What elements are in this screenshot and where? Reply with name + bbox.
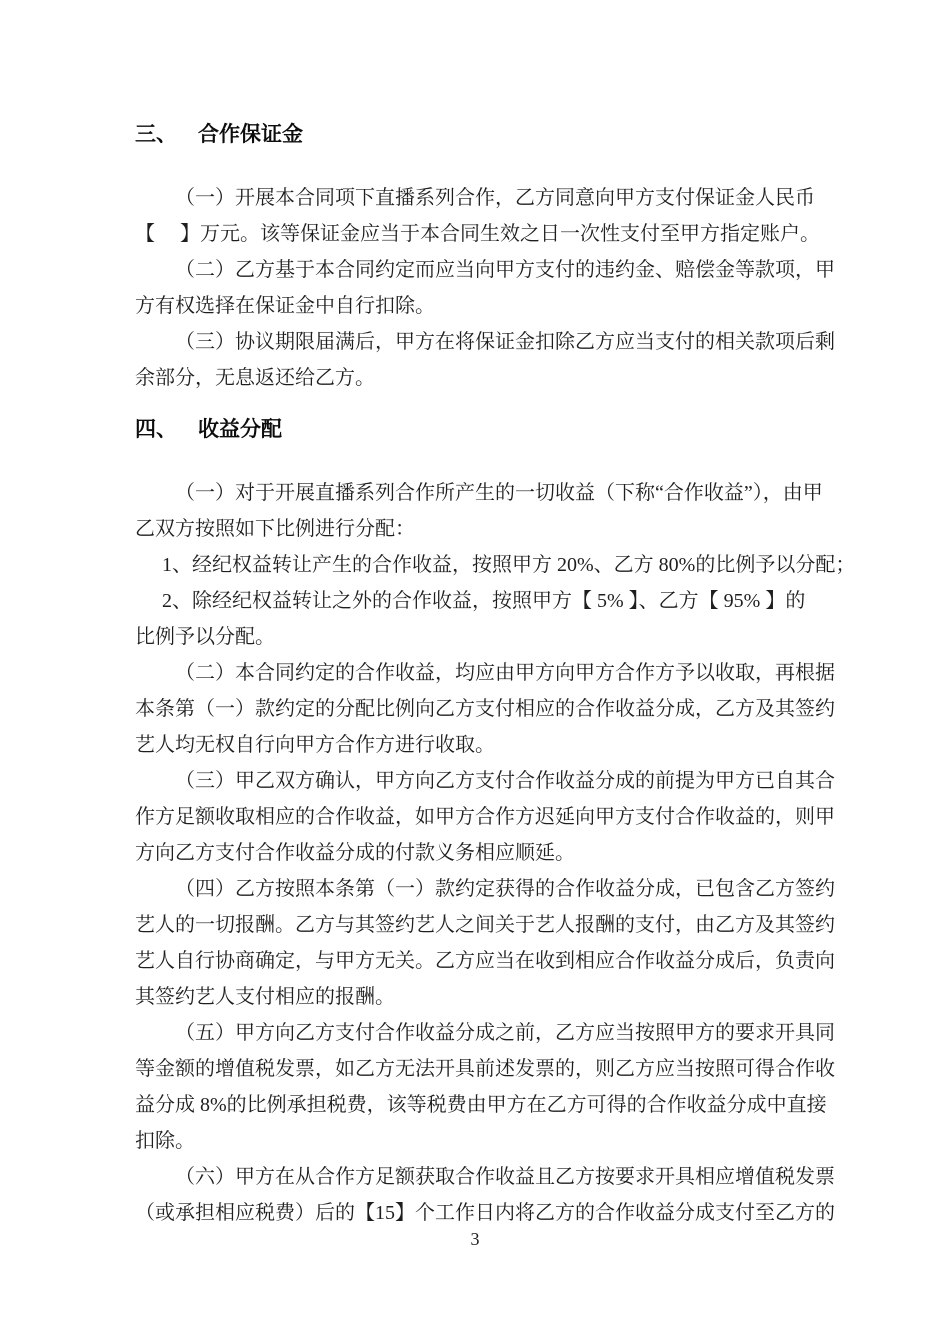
paragraph: [135, 180, 835, 252]
text-line: 【 】万元。该等保证金应当于本合同生效之日一次性支付至甲方指定账户。: [135, 223, 820, 245]
text-line: 艺人自行协商确定，与甲方无关。乙方应当在收到相应合作收益分成后，负责向: [135, 950, 835, 972]
heading-title: 合作保证金: [198, 123, 303, 146]
text-line: 本条第（一）款约定的分配比例向乙方支付相应的合作收益分成，乙方及其签约: [135, 698, 835, 720]
text-line: 艺人的一切报酬。乙方与其签约艺人之间关于艺人报酬的支付，由乙方及其签约: [135, 914, 835, 936]
text-line: 扣除。: [135, 1130, 195, 1152]
heading-number: 三、: [135, 123, 177, 146]
text-line: 作方足额收取相应的合作收益，如甲方合作方迟延向甲方支付合作收益的，则甲: [135, 806, 835, 828]
paragraph-numbered-item: [135, 547, 856, 583]
text-line: 艺人均无权自行向甲方合作方进行收取。: [135, 734, 495, 756]
document-body: [135, 117, 856, 1231]
heading-title: 收益分配: [198, 418, 282, 441]
text-line: 方向乙方支付合作收益分成的付款义务相应顺延。: [135, 842, 575, 864]
paragraph: [135, 475, 835, 547]
text-line: 余部分，无息返还给乙方。: [135, 367, 375, 389]
text-line: （五）甲方向乙方支付合作收益分成之前，乙方应当按照甲方的要求开具同: [175, 1022, 835, 1044]
paragraph: [135, 1159, 835, 1231]
text-line: 比例予以分配。: [135, 626, 275, 648]
paragraph: [135, 763, 835, 871]
paragraph: [135, 252, 835, 324]
text-line: （一）开展本合同项下直播系列合作，乙方同意向甲方支付保证金人民币: [175, 187, 815, 209]
text-line: （四）乙方按照本条第（一）款约定获得的合作收益分成，已包含乙方签约: [175, 878, 835, 900]
text-line: （二）乙方基于本合同约定而应当向甲方支付的违约金、赔偿金等款项，甲: [175, 259, 835, 281]
heading-number: 四、: [135, 418, 177, 441]
page-number: 3: [470, 1229, 480, 1249]
text-line: （三）甲乙双方确认，甲方向乙方支付合作收益分成的前提为甲方已自其合: [175, 770, 835, 792]
text-line: 其签约艺人支付相应的报酬。: [135, 986, 395, 1008]
paragraph: [135, 871, 835, 1015]
text-line: （六）甲方在从合作方足额获取合作收益且乙方按要求开具相应增值税发票: [175, 1166, 835, 1188]
text-line: 乙双方按照如下比例进行分配：: [135, 518, 415, 540]
text-line: 方有权选择在保证金中自行扣除。: [135, 295, 435, 317]
paragraph: [135, 324, 835, 396]
paragraph: [135, 1015, 835, 1159]
paragraph: [135, 655, 835, 763]
text-line: 1、经纪权益转让产生的合作收益，按照甲方 20%、乙方 80%的比例予以分配；: [162, 554, 856, 576]
text-line: 等金额的增值税发票，如乙方无法开具前述发票的，则乙方应当按照可得合作收: [135, 1058, 835, 1080]
paragraph-numbered-item: [135, 583, 835, 655]
text-line: （或承担相应税费）后的【15】个工作日内将乙方的合作收益分成支付至乙方的: [135, 1202, 835, 1224]
section-heading-cooperation-deposit: [135, 117, 835, 153]
text-line: （二）本合同约定的合作收益，均应由甲方向甲方合作方予以收取，再根据: [175, 662, 835, 684]
text-line: 2、除经纪权益转让之外的合作收益，按照甲方【 5% 】、乙方【 95% 】的: [162, 590, 806, 612]
text-line: （一）对于开展直播系列合作所产生的一切收益（下称“合作收益”），由甲: [175, 482, 823, 504]
text-line: 益分成 8%的比例承担税费，该等税费由甲方在乙方可得的合作收益分成中直接: [135, 1094, 827, 1116]
section-heading-revenue-distribution: [135, 412, 835, 448]
text-line: （三）协议期限届满后，甲方在将保证金扣除乙方应当支付的相关款项后剩: [175, 331, 835, 353]
